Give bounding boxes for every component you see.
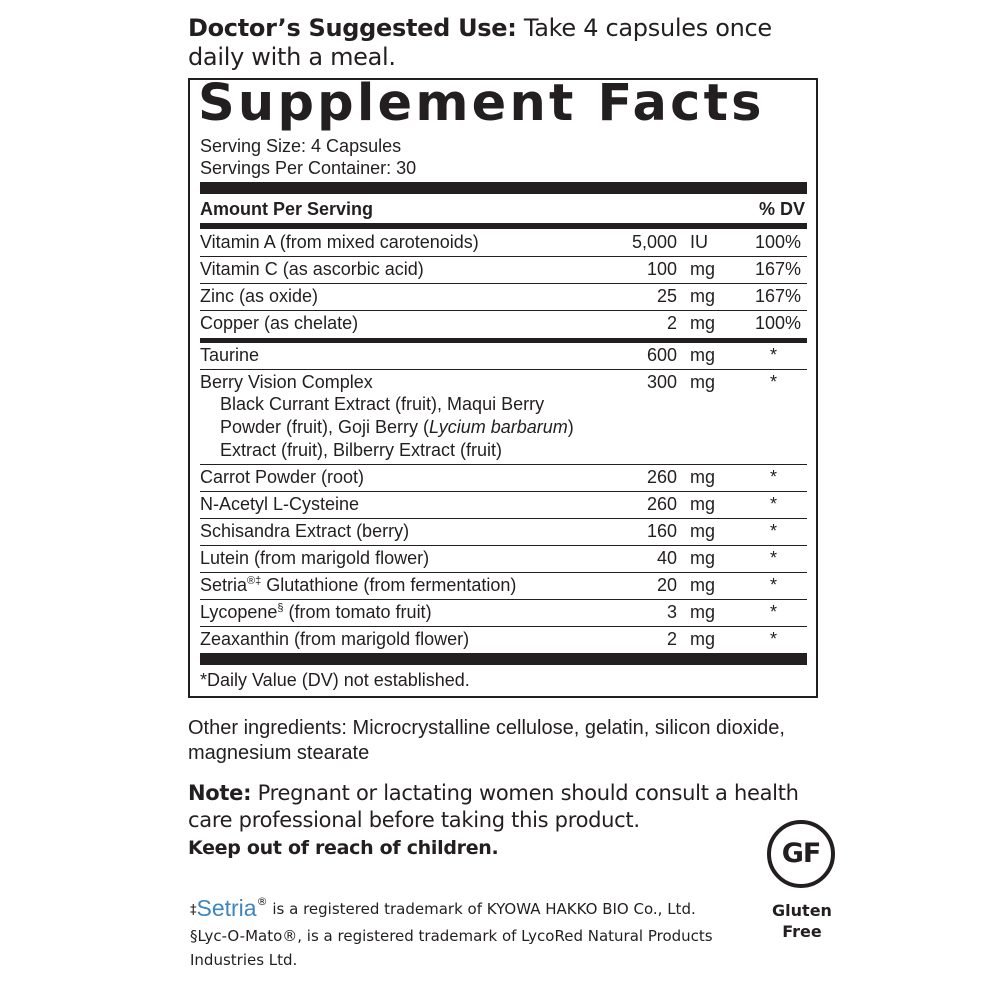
- nutrient-unit: mg: [690, 467, 716, 487]
- serving-size: Serving Size: 4 Capsules: [200, 136, 402, 156]
- nutrient-unit: mg: [690, 259, 716, 279]
- nutrient-dv: 100%: [754, 313, 801, 333]
- nutrient-row: [200, 310, 807, 336]
- setria-trademark: [190, 893, 696, 920]
- nutrient-amount: 3: [666, 602, 677, 622]
- nutrient-dv: *: [769, 575, 777, 595]
- nutrient-name: N-Acetyl L-Cysteine: [200, 494, 360, 514]
- dagger-symbol: ‡: [190, 903, 197, 918]
- nutrient-name: Vitamin C (as ascorbic acid): [200, 259, 424, 279]
- nutrient-row: [200, 545, 807, 571]
- nutrient-name: Lutein (from marigold flower): [200, 548, 430, 568]
- amount-per-serving-header: Amount Per Serving: [200, 199, 374, 219]
- blend-components-line: Powder (fruit), Goji Berry (Lycium barbarum): [220, 417, 574, 437]
- nutrient-row: [200, 464, 807, 490]
- servings-per-container: Servings Per Container: 30: [200, 158, 417, 178]
- note: [188, 780, 828, 834]
- nutrient-name: Vitamin A (from mixed carotenoids): [200, 232, 479, 252]
- nutrient-row: [200, 491, 807, 517]
- nutrient-unit: mg: [690, 345, 716, 365]
- nutrient-dv: *: [769, 372, 777, 392]
- nutrient-amount: 20: [656, 575, 677, 595]
- nutrient-dv: 167%: [754, 286, 801, 306]
- nutrient-name: Zeaxanthin (from marigold flower): [200, 629, 470, 649]
- nutrient-amount: 300: [646, 372, 677, 392]
- nutrient-dv: *: [769, 467, 777, 487]
- nutrient-amount: 160: [646, 521, 677, 541]
- nutrient-unit: mg: [690, 629, 716, 649]
- setria-trademark-text: is a registered trademark of KYOWA HAKKO BIO Co., Ltd.: [272, 900, 696, 918]
- nutrient-dv: *: [769, 521, 777, 541]
- thick-divider: [200, 653, 807, 665]
- nutrient-amount: 260: [646, 467, 677, 487]
- blend-components-line: Black Currant Extract (fruit), Maqui Berry: [220, 394, 545, 414]
- nutrient-unit: IU: [690, 232, 708, 252]
- registered-mark: ®: [256, 895, 268, 908]
- nutrient-unit: mg: [690, 372, 716, 392]
- nutrient-unit: mg: [690, 521, 716, 541]
- nutrient-unit: mg: [690, 286, 716, 306]
- nutrient-dv: *: [769, 602, 777, 622]
- nutrient-amount: 25: [656, 286, 677, 306]
- blend-components-line: Extract (fruit), Bilberry Extract (fruit): [220, 440, 503, 460]
- nutrient-unit: mg: [690, 602, 716, 622]
- nutrient-row: [200, 229, 807, 255]
- supplement-facts-panel: [188, 74, 818, 698]
- suggested-use-label: Doctor’s Suggested Use:: [188, 14, 517, 42]
- nutrient-row: [200, 572, 807, 598]
- gluten-free-label: Gluten Free: [772, 901, 832, 941]
- gluten-free-icon: [767, 820, 835, 888]
- lycomato-trademark: §Lyc-O-Mato®, is a registered trademark of LycoRed Natural Products Industries Ltd.: [190, 927, 713, 969]
- dv-header: % DV: [758, 199, 805, 219]
- nutrient-dv: *: [769, 548, 777, 568]
- dv-footnote: *Daily Value (DV) not established.: [200, 670, 470, 690]
- nutrient-amount: 260: [646, 494, 677, 514]
- nutrient-amount: 5,000: [631, 232, 677, 252]
- nutrient-name: Lycopene§ (from tomato fruit): [200, 602, 432, 622]
- gf-symbol: GF: [781, 838, 821, 869]
- nutrient-amount: 40: [656, 548, 677, 568]
- nutrient-amount: 100: [646, 259, 677, 279]
- nutrient-row: [200, 342, 807, 368]
- nutrient-amount: 2: [666, 629, 677, 649]
- nutrient-row: [200, 626, 807, 652]
- nutrient-name: Taurine: [200, 345, 260, 365]
- nutrient-name: Copper (as chelate): [200, 313, 359, 333]
- nutrient-unit: mg: [690, 313, 716, 333]
- nutrient-unit: mg: [690, 548, 716, 568]
- nutrient-dv: 100%: [754, 232, 801, 252]
- nutrient-dv: *: [769, 494, 777, 514]
- note-text: Pregnant or lactating women should consult a health care professional before taking this product.: [188, 781, 799, 832]
- suggested-use-text: Take 4 capsules once daily with a meal.: [188, 14, 772, 71]
- setria-logo: Setria: [196, 895, 257, 921]
- nutrient-row: [200, 599, 807, 625]
- nutrient-name: Berry Vision Complex: [200, 372, 373, 392]
- thick-divider: [200, 182, 807, 194]
- nutrient-row: [200, 518, 807, 544]
- nutrient-dv: *: [769, 629, 777, 649]
- nutrient-row: [200, 283, 807, 309]
- nutrient-dv: *: [769, 345, 777, 365]
- nutrient-row: [200, 256, 807, 282]
- nutrient-name: Zinc (as oxide): [200, 286, 319, 306]
- nutrient-name: Setria®‡ Glutathione (from fermentation): [200, 575, 517, 595]
- nutrient-amount: 2: [666, 313, 677, 333]
- suggested-use: [188, 14, 828, 72]
- other-ingredients: Other ingredients: Microcrystalline cellulose, gelatin, silicon dioxide, magnesium stearate: [188, 717, 785, 764]
- nutrient-name: Carrot Powder (root): [200, 467, 365, 487]
- nutrient-unit: mg: [690, 494, 716, 514]
- nutrient-unit: mg: [690, 575, 716, 595]
- note-label: Note:: [188, 781, 252, 805]
- facts-title: Supplement Facts: [198, 74, 765, 133]
- keep-out-warning: Keep out of reach of children.: [188, 837, 499, 859]
- nutrient-amount: 600: [646, 345, 677, 365]
- nutrient-name: Schisandra Extract (berry): [200, 521, 410, 541]
- nutrient-row: [200, 369, 807, 395]
- nutrient-dv: 167%: [754, 259, 801, 279]
